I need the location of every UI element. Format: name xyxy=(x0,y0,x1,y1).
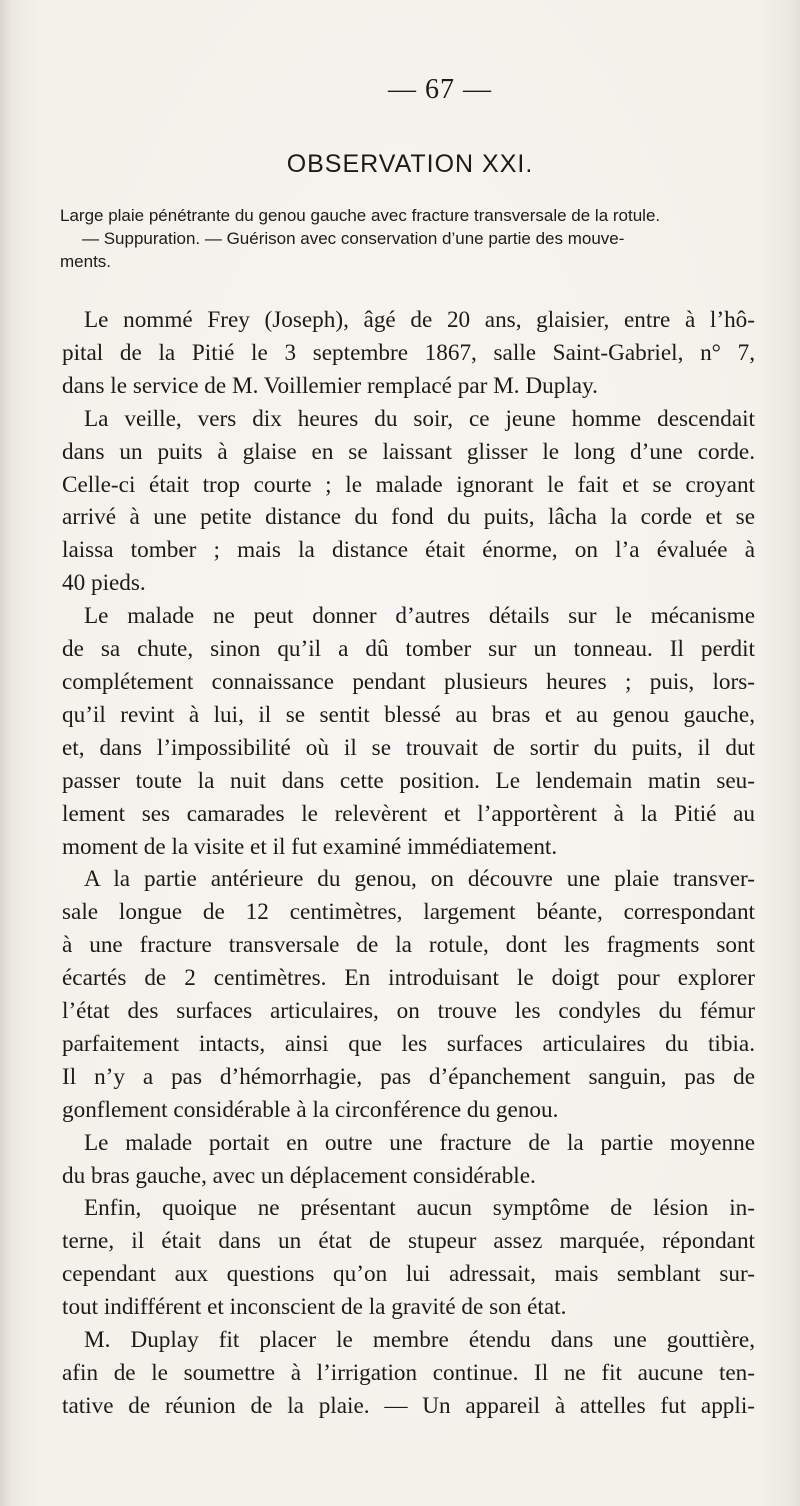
summary-line: Large plaie pénétrante du genou gauche avec fracture transversale de la rotule. xyxy=(60,206,661,225)
paragraph-line: afin de le soumettre à l’irrigation continue. Il ne fit aucune ten- xyxy=(62,1360,755,1386)
paragraph-line: l’état des surfaces articulaires, on trouve les condyles du fémur xyxy=(62,998,755,1025)
paragraph-line: Le malade portait en outre une fracture de la partie moyenne xyxy=(84,1129,755,1156)
summary-line: ments. xyxy=(60,252,112,271)
paragraph-line: laissa tomber ; mais la distance était énorme, on l’a évaluée à xyxy=(62,537,755,564)
paragraph-line: passer toute la nuit dans cette position. Le lendemain matin seu- xyxy=(62,767,755,794)
paragraph-line: Le malade ne peut donner d’autres détails sur le mécanisme xyxy=(84,603,755,630)
paragraph-line: de sa chute, sinon qu’il a dû tomber sur un tonneau. Il perdit xyxy=(62,636,755,663)
paragraph-line: tout indifférent et inconscient de la gravité de son état. xyxy=(62,1294,567,1321)
paragraph-line: dans un puits à glaise en se laissant glisser le long d’une corde. xyxy=(62,438,755,465)
page-number: — 67 — xyxy=(388,74,492,105)
observation-title: OBSERVATION XXI. xyxy=(286,150,534,178)
paragraph-line: qu’il revint à lui, il se sentit blessé au bras et au genou gauche, xyxy=(62,701,755,728)
paragraph-line: gonflement considérable à la circonférence du genou. xyxy=(62,1096,559,1123)
paragraph-line: Enfin, quoique ne présentant aucun symptôme de lésion in- xyxy=(84,1195,755,1222)
paragraph-line: dans le service de M. Voillemier remplacé par M. Duplay. xyxy=(62,372,598,399)
paragraph-line: pital de la Pitié le 3 septembre 1867, salle Saint-Gabriel, n° 7, xyxy=(62,339,755,366)
paragraph-line: moment de la visite et il fut examiné immédiatement. xyxy=(62,833,558,860)
paragraph-line: Le nommé Frey (Joseph), âgé de 20 ans, glaisier, entre à l’hô- xyxy=(84,307,755,333)
summary-line: — Suppuration. — Guérison avec conservation d’une partie des mouve- xyxy=(82,229,625,248)
paragraph-line: Il n’y a pas d’hémorrhagie, pas d’épanchement sanguin, pas de xyxy=(62,1063,755,1090)
paragraph-line: arrivé à une petite distance du fond du puits, lâcha la corde et se xyxy=(62,504,755,531)
paragraph-line: parfaitement intacts, ainsi que les surfaces articulaires du tibia. xyxy=(62,1030,755,1057)
paragraph-line: lement ses camarades le relevèrent et l’apportèrent à la Pitié au xyxy=(62,800,755,827)
paragraph-line: terne, il était dans un état de stupeur assez marquée, répondant xyxy=(62,1228,755,1255)
observation-body xyxy=(62,304,755,1423)
paragraph-line: du bras gauche, avec un déplacement considérable. xyxy=(62,1162,536,1189)
paragraph-line: complétement connaissance pendant plusieurs heures ; puis, lors- xyxy=(62,668,755,695)
paragraph-line: La veille, vers dix heures du soir, ce jeune homme descendait xyxy=(84,405,755,432)
paragraph-line: cependant aux questions qu’on lui adressait, mais semblant sur- xyxy=(62,1261,755,1288)
paragraph-line: tative de réunion de la plaie. — Un appareil à attelles fut appli- xyxy=(62,1392,755,1419)
paragraph-line: M. Duplay fit placer le membre étendu dans une gouttière, xyxy=(84,1327,755,1354)
observation-summary xyxy=(60,204,752,273)
paragraph-line: sale longue de 12 centimètres, largement béante, correspondant xyxy=(62,899,755,926)
paragraph-line: Celle-ci était trop courte ; le malade ignorant le fait et se croyant xyxy=(62,471,755,498)
paragraph-line: à une fracture transversale de la rotule, dont les fragments sont xyxy=(62,932,755,959)
paragraph-line: 40 pieds. xyxy=(62,570,146,597)
paragraph-line: A la partie antérieure du genou, on découvre une plaie transver- xyxy=(84,866,755,893)
paragraph-line: et, dans l’impossibilité où il se trouvait de sortir du puits, il dut xyxy=(62,734,755,761)
paragraph-line: écartés de 2 centimètres. En introduisant le doigt pour explorer xyxy=(62,965,755,992)
